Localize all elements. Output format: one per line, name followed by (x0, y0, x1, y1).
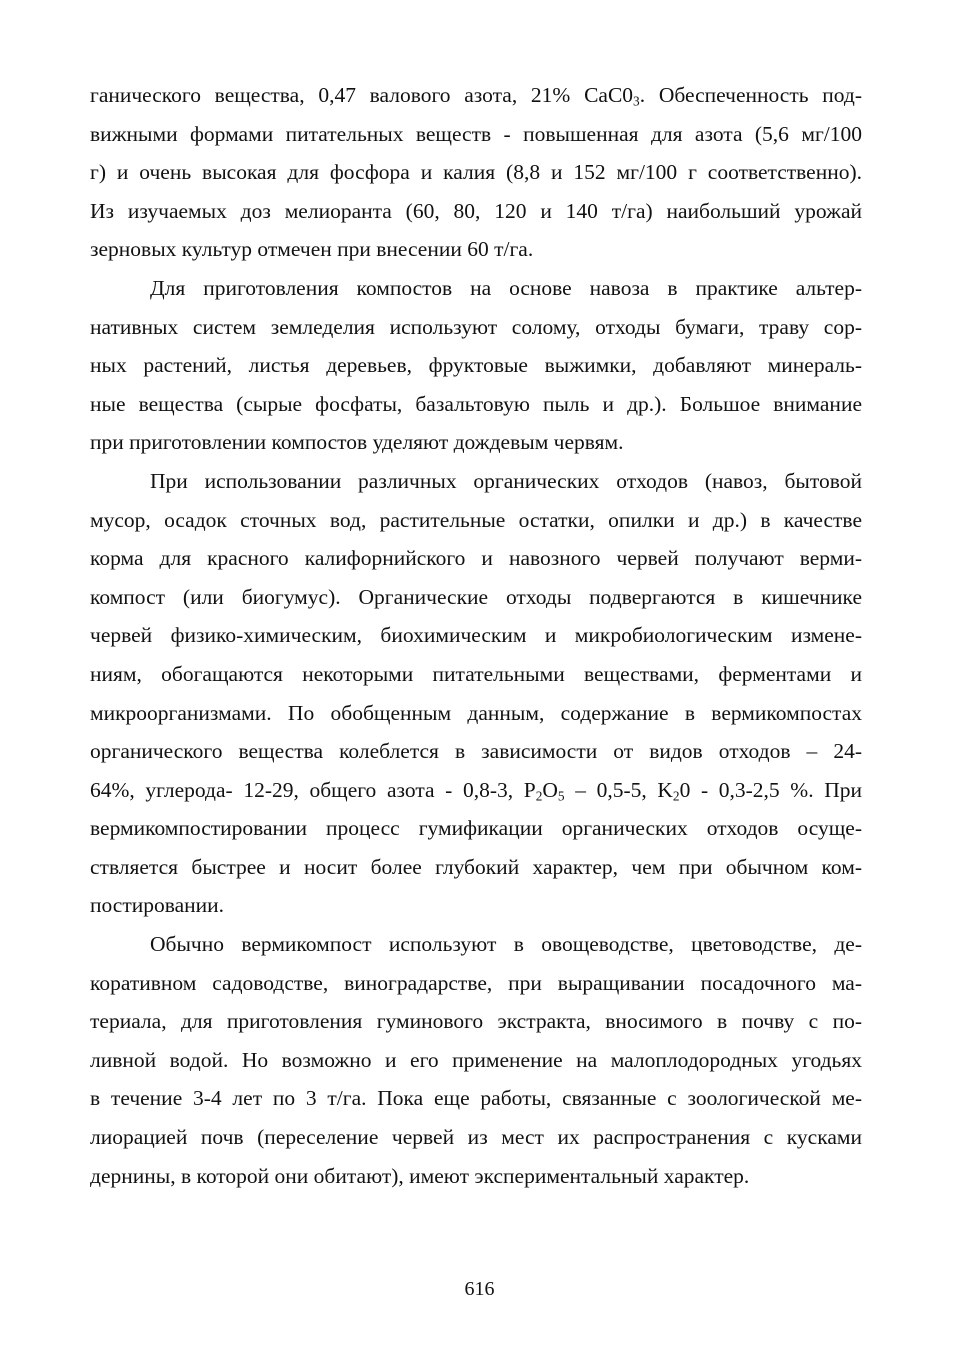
text-run: ных растений, листья деревьев, фруктовые выжимки, добавляют минераль- (90, 353, 862, 378)
text-run: При использовании различных органических отходов (навоз, бытовой (150, 468, 862, 493)
text-line (90, 925, 862, 964)
paragraph (90, 269, 862, 462)
text-run: 64%, углерода- 12-29, общего азота - 0,8-3, P (90, 777, 536, 802)
text-run: при приготовлении компостов уделяют дождевым червям. (90, 430, 624, 455)
text-run: корма для красного калифорнийского и навозного червей получают верми- (90, 546, 862, 571)
text-run: вермикомпостировании процесс гумификации органических отходов осуще- (90, 816, 862, 841)
text-line (90, 1041, 862, 1080)
text-run: нативных систем земледелия используют солому, отходы бумаги, траву сор- (90, 314, 862, 339)
text-line (90, 269, 862, 308)
text-run: лиорацией почв (переселение червей из мест их распространения с кусками (90, 1125, 862, 1150)
text-run: дернины, в которой они обитают), имеют экспериментальный характер. (90, 1163, 750, 1188)
text-run: Обычно вермикомпост используют в овощеводстве, цветоводстве, де- (150, 932, 862, 957)
text-line (90, 886, 862, 925)
text-run: Из изучаемых доз мелиоранта (60, 80, 120 и 140 т/га) наибольший урожай (90, 198, 862, 223)
text-run: ливной водой. Но возможно и его применение на малоплодородных угодьях (90, 1047, 862, 1072)
text-run: мусор, осадок сточных вод, растительные остатки, опилки и др.) в качестве (90, 507, 862, 532)
text-run: Для приготовления компостов на основе навоза в практике альтер- (150, 275, 862, 300)
subscript: 5 (557, 788, 565, 804)
text-line (90, 423, 862, 462)
text-line (90, 385, 862, 424)
text-line (90, 539, 862, 578)
text-run: червей физико-химическим, биохимическим и микробиологическим измене- (90, 623, 862, 648)
page-number: 616 (464, 1278, 495, 1300)
text-run: териала, для приготовления гуминового экстракта, вносимого в почву с по- (90, 1009, 862, 1034)
text-run: O (542, 777, 558, 802)
text-run: постировании. (90, 893, 225, 918)
text-line (90, 346, 862, 385)
text-line (90, 1079, 862, 1118)
text-run: компост (или биогумус). Органические отходы подвергаются в кишечнике (90, 584, 862, 609)
paragraph (90, 925, 862, 1195)
text-run: – 0,5-5, K (564, 777, 673, 802)
text-line (90, 655, 862, 694)
text-run: органического вещества колеблется в зависимости от видов отходов – 24- (90, 739, 862, 764)
text-line (90, 1157, 862, 1196)
text-run: зерновых культур отмечен при внесении 60 т/га. (90, 237, 534, 262)
text-run: микроорганизмами. По обобщенным данным, содержание в вермикомпостах (90, 700, 862, 725)
text-line (90, 771, 862, 810)
text-run: коративном садоводстве, виноградарстве, при выращивании посадочного ма- (90, 970, 862, 995)
text-line (90, 578, 862, 617)
text-run: 0 - 0,3-2,5 %. При (679, 777, 863, 802)
text-line (90, 732, 862, 771)
text-run: ствляется быстрее и носит более глубокий характер, чем при обычном ком- (90, 854, 862, 879)
text-line (90, 1002, 862, 1041)
text-line (90, 848, 862, 887)
text-run: ные вещества (сырые фосфаты, базальтовую пыль и др.). Большое внимание (90, 391, 862, 416)
subscript: 2 (535, 788, 543, 804)
text-run: . Обеспеченность под- (639, 83, 862, 107)
text-line (90, 809, 862, 848)
text-line (90, 76, 862, 115)
text-line (90, 964, 862, 1003)
subscript: 3 (633, 93, 640, 109)
text-line (90, 694, 862, 733)
paragraph (90, 76, 862, 269)
subscript: 2 (672, 788, 680, 804)
paragraph (90, 462, 862, 925)
text-line (90, 230, 862, 269)
text-line (90, 192, 862, 231)
page-body-text (90, 76, 862, 1195)
text-line (90, 153, 862, 192)
text-run: ганического вещества, 0,47 валового азота, 21% CaC0 (90, 83, 634, 107)
text-line (90, 115, 862, 154)
text-line (90, 501, 862, 540)
text-line (90, 308, 862, 347)
text-line (90, 462, 862, 501)
text-run: г) и очень высокая для фосфора и калия (8,8 и 152 мг/100 г соответственно). (90, 160, 862, 185)
text-run: вижными формами питательных веществ - повышенная для азота (5,6 мг/100 (90, 121, 862, 146)
text-run: в течение 3-4 лет по 3 т/га. Пока еще работы, связанные с зоологической ме- (90, 1086, 862, 1111)
text-run: ниям, обогащаются некоторыми питательными веществами, ферментами и (90, 661, 862, 686)
text-line (90, 1118, 862, 1157)
text-line (90, 616, 862, 655)
